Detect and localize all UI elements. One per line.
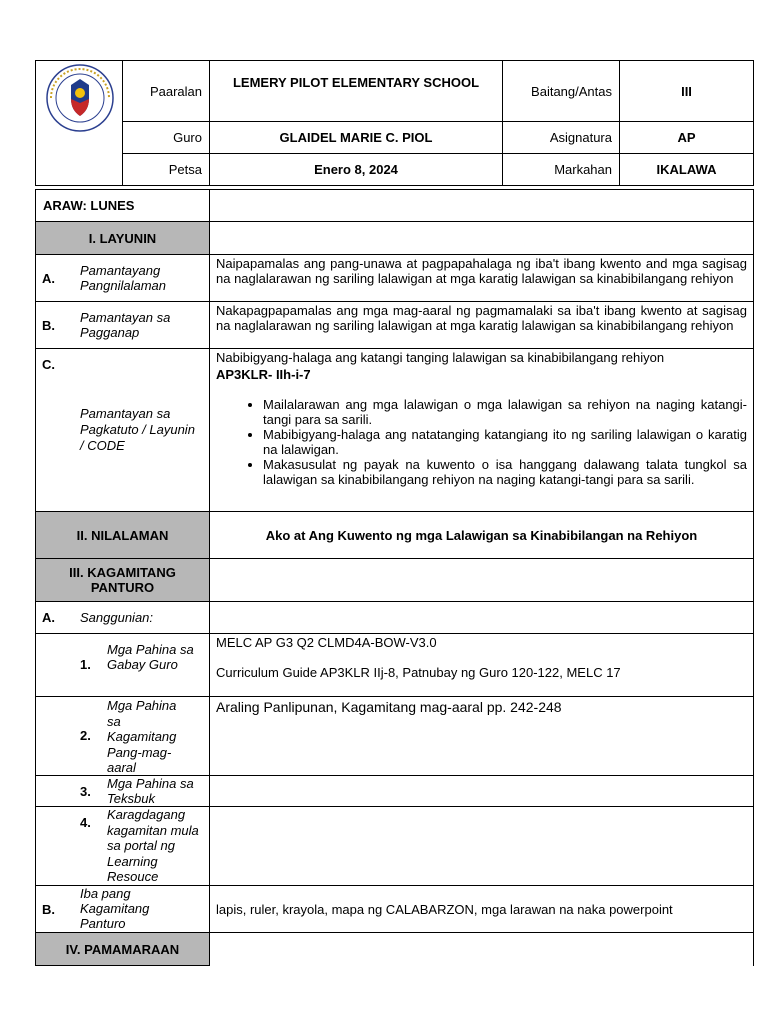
layunin-empty xyxy=(209,221,754,255)
guro-value: GLAIDEL MARIE C. PIOL xyxy=(209,121,503,154)
iba-pang-kagamitan-text: lapis, ruler, krayola, mapa ng CALABARZON, mga larawan na naka powerpoint xyxy=(216,902,673,917)
guro-label: Guro xyxy=(122,121,210,154)
gabay-guro-line2: Curriculum Guide AP3KLR IIj-8, Patnubay ng Guro 120-122, MELC 17 xyxy=(216,665,621,680)
pamamaraan-empty xyxy=(209,932,754,966)
teksbuk-empty xyxy=(209,775,754,807)
item-letter: B. xyxy=(42,902,55,917)
petsa-label: Petsa xyxy=(122,153,210,186)
item-label: Mga Pahina sa Kagamitang Pang-mag-aaral xyxy=(107,698,177,775)
learning-resource-cell xyxy=(35,806,210,886)
gabay-guro-line1: MELC AP G3 Q2 CLMD4A-BOW-V3.0 xyxy=(216,635,437,650)
nilalaman-heading: II. NILALAMAN xyxy=(35,511,210,559)
sanggunian-cell xyxy=(35,601,210,634)
pamantayan-sa-pagkatuto-text-cell xyxy=(209,348,754,512)
kagamitang-pang-mag-aaral-text-cell xyxy=(209,696,754,776)
asignatura-value: AP xyxy=(619,121,754,154)
learning-resource-empty xyxy=(209,806,754,886)
pagkatuto-content xyxy=(216,350,747,487)
teksbuk-cell xyxy=(35,775,210,807)
pagkatuto-text: Nabibigyang-halaga ang katangi tanging lalawigan sa kinabibilangang rehiyon xyxy=(216,350,665,365)
pamantayan-sa-pagganap-cell xyxy=(35,301,210,349)
markahan-label: Markahan xyxy=(502,153,620,186)
item-label: Mga Pahina sa Teksbuk xyxy=(107,776,194,806)
araw-cell: ARAW: LUNES xyxy=(35,189,210,222)
kagamitang-pang-mag-aaral-cell xyxy=(35,696,210,776)
bullet-item: • Mabibigyang-halaga ang natatanging katangiang ito ng sariling lalawigan o karatig na lalawigan. xyxy=(263,427,747,457)
item-label: Iba pang Kagamitang Panturo xyxy=(80,886,150,931)
item-letter: C. xyxy=(42,357,55,372)
item-number: 1. xyxy=(80,657,91,672)
item-letter: A. xyxy=(42,271,55,286)
seal-cell xyxy=(35,60,123,186)
pamantayang-pangnilalaman-text: Naipapamalas ang pang-unawa at pagpapahalaga ng iba't ibang kwento and mga sagisag na naglalarawan ng sariling lalawigan at mga karatig lalawigan sa kinabibilangang rehiyon xyxy=(216,256,747,286)
item-label: Pamantayan sa Pagganap xyxy=(80,310,171,340)
markahan-value: IKALAWA xyxy=(619,153,754,186)
iba-pang-kagamitan-cell xyxy=(35,885,210,933)
pagkatuto-bullets xyxy=(216,397,747,487)
petsa-value: Enero 8, 2024 xyxy=(209,153,503,186)
pamantayan-sa-pagganap-text: Nakapagpapamalas ang mga mag-aaral ng pagmamalaki sa iba't ibang kwento at sagisag na naglalarawan ng sariling lalawigan at mga karatig lalawigan sa kinabibilangang rehiyon xyxy=(216,303,747,333)
item-letter: B. xyxy=(42,318,55,333)
item-label: Karagdagang kagamitan mula sa portal ng Learning Resouce xyxy=(107,807,199,884)
item-letter: A. xyxy=(42,610,55,625)
item-label: Sanggunian: xyxy=(80,610,154,625)
deped-seal-icon xyxy=(45,63,115,133)
pamantayan-sa-pagganap-text-cell xyxy=(209,301,754,349)
item-label: Mga Pahina sa Gabay Guro xyxy=(107,642,194,672)
gabay-guro-cell xyxy=(35,633,210,697)
kagamitan-heading: III. KAGAMITANG PANTURO xyxy=(35,558,210,602)
gabay-guro-text-cell xyxy=(209,633,754,697)
kagamitan-empty xyxy=(209,558,754,602)
pamantayang-pangnilalaman-text-cell xyxy=(209,254,754,302)
baitang-value: III xyxy=(619,60,754,122)
item-number: 2. xyxy=(80,728,91,743)
sanggunian-empty xyxy=(209,601,754,634)
bullet-item: • Mailalarawan ang mga lalawigan o mga lalawigan sa rehiyon na naging katangi-tangi para sa sarili. xyxy=(263,397,747,427)
item-label: Pamantayan sa Pagkatuto / Layunin / CODE xyxy=(80,406,195,453)
iba-pang-kagamitan-text-cell xyxy=(209,885,754,933)
item-number: 4. xyxy=(80,815,91,830)
pagkatuto-code: AP3KLR- IIh-i-7 xyxy=(216,367,311,382)
asignatura-label: Asignatura xyxy=(502,121,620,154)
item-label: Pamantayang Pangnilalaman xyxy=(80,263,167,293)
pamantayan-sa-pagkatuto-cell xyxy=(35,348,210,512)
bullet-item: • Makasusulat ng payak na kuwento o isa hanggang dalawang talata tungkol sa lalawigan sa kinabibilangang rehiyon na naging katangi-tangi para sa sarili. xyxy=(263,457,747,487)
baitang-label: Baitang/Antas xyxy=(502,60,620,122)
layunin-heading: I. LAYUNIN xyxy=(35,221,210,255)
kagamitang-pang-mag-aaral-text: Araling Panlipunan, Kagamitang mag-aaral pp. 242-248 xyxy=(216,699,562,715)
pamamaraan-heading: IV. PAMAMARAAN xyxy=(35,932,210,966)
paaralan-label: Paaralan xyxy=(122,60,210,122)
paaralan-value: LEMERY PILOT ELEMENTARY SCHOOL xyxy=(209,60,503,122)
nilalaman-text: Ako at Ang Kuwento ng mga Lalawigan sa Kinabibilangan na Rehiyon xyxy=(209,511,754,559)
pamantayang-pangnilalaman-cell xyxy=(35,254,210,302)
item-number: 3. xyxy=(80,784,91,799)
araw-empty xyxy=(209,189,754,222)
